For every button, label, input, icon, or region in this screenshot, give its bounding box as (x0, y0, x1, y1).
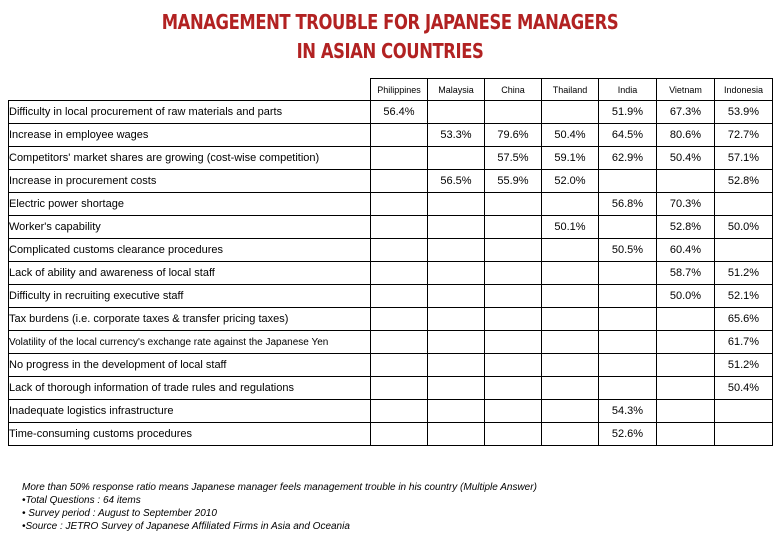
table-row (9, 423, 773, 446)
value-cell (485, 239, 542, 262)
value-cell (485, 331, 542, 354)
col-india: India (599, 79, 657, 101)
value-cell (715, 239, 773, 262)
row-label: Inadequate logistics infrastructure (9, 400, 371, 423)
value-cell (715, 400, 773, 423)
row-label: Increase in employee wages (9, 124, 371, 147)
row-label: Lack of ability and awareness of local staff (9, 262, 371, 285)
value-cell (542, 377, 599, 400)
value-cell: 58.7% (657, 262, 715, 285)
title-line-2: IN ASIAN COUNTRIES (296, 39, 484, 63)
value-cell (428, 423, 485, 446)
note-source: •Source : JETRO Survey of Japanese Affiliated Firms in Asia and Oceania (22, 521, 350, 532)
footnotes (22, 481, 537, 533)
row-label: Complicated customs clearance procedures (9, 239, 371, 262)
value-cell: 59.1% (542, 147, 599, 170)
row-label: Difficulty in local procurement of raw materials and parts (9, 101, 371, 124)
table-row (9, 239, 773, 262)
value-cell: 52.6% (599, 423, 657, 446)
value-cell (542, 101, 599, 124)
value-cell (371, 124, 428, 147)
value-cell: 52.8% (715, 170, 773, 193)
value-cell (485, 354, 542, 377)
table-row (9, 147, 773, 170)
value-cell (428, 377, 485, 400)
value-cell (599, 354, 657, 377)
row-label: Volatility of the local currency's exchange rate against the Japanese Yen (9, 331, 371, 354)
note-survey-period: • Survey period : August to September 2010 (22, 508, 217, 519)
col-china: China (485, 79, 542, 101)
col-philippines: Philippines (371, 79, 428, 101)
value-cell (542, 262, 599, 285)
value-cell: 51.9% (599, 101, 657, 124)
value-cell: 57.1% (715, 147, 773, 170)
value-cell (542, 285, 599, 308)
value-cell: 50.0% (715, 216, 773, 239)
row-label: Tax burdens (i.e. corporate taxes & transfer pricing taxes) (9, 308, 371, 331)
value-cell (428, 262, 485, 285)
value-cell: 60.4% (657, 239, 715, 262)
value-cell (657, 423, 715, 446)
value-cell (542, 239, 599, 262)
value-cell (371, 216, 428, 239)
value-cell: 50.0% (657, 285, 715, 308)
table-row (9, 285, 773, 308)
row-label: Difficulty in recruiting executive staff (9, 285, 371, 308)
col-vietnam: Vietnam (657, 79, 715, 101)
value-cell (542, 193, 599, 216)
table-row (9, 216, 773, 239)
value-cell (599, 285, 657, 308)
value-cell: 52.1% (715, 285, 773, 308)
value-cell (599, 216, 657, 239)
note-total-questions: •Total Questions : 64 items (22, 495, 141, 506)
value-cell: 53.3% (428, 124, 485, 147)
value-cell (428, 147, 485, 170)
value-cell (428, 331, 485, 354)
row-label: Lack of thorough information of trade rules and regulations (9, 377, 371, 400)
table-row (9, 377, 773, 400)
col-malaysia: Malaysia (428, 79, 485, 101)
value-cell (371, 170, 428, 193)
table-row (9, 101, 773, 124)
col-indonesia: Indonesia (715, 79, 773, 101)
value-cell (485, 400, 542, 423)
value-cell (371, 354, 428, 377)
row-label: Worker's capability (9, 216, 371, 239)
row-label: Competitors' market shares are growing (cost-wise competition) (9, 147, 371, 170)
value-cell (485, 262, 542, 285)
value-cell (715, 193, 773, 216)
value-cell (371, 239, 428, 262)
table-row (9, 193, 773, 216)
value-cell (428, 193, 485, 216)
value-cell: 62.9% (599, 147, 657, 170)
value-cell (542, 308, 599, 331)
table-row (9, 262, 773, 285)
value-cell (428, 239, 485, 262)
value-cell (657, 170, 715, 193)
corner-cell (9, 79, 371, 101)
row-label: Electric power shortage (9, 193, 371, 216)
value-cell: 50.4% (542, 124, 599, 147)
table-row (9, 170, 773, 193)
value-cell (428, 216, 485, 239)
value-cell: 79.6% (485, 124, 542, 147)
value-cell (371, 285, 428, 308)
value-cell: 80.6% (657, 124, 715, 147)
value-cell (371, 400, 428, 423)
trouble-table (8, 78, 773, 446)
value-cell (371, 331, 428, 354)
value-cell (371, 423, 428, 446)
value-cell (371, 147, 428, 170)
value-cell: 52.0% (542, 170, 599, 193)
value-cell (599, 308, 657, 331)
table-row (9, 400, 773, 423)
value-cell (542, 400, 599, 423)
value-cell (485, 285, 542, 308)
value-cell (371, 193, 428, 216)
value-cell: 56.5% (428, 170, 485, 193)
value-cell (428, 354, 485, 377)
value-cell: 51.2% (715, 354, 773, 377)
row-label: Time-consuming customs procedures (9, 423, 371, 446)
value-cell (715, 423, 773, 446)
value-cell: 61.7% (715, 331, 773, 354)
value-cell (599, 331, 657, 354)
value-cell (657, 331, 715, 354)
value-cell (371, 377, 428, 400)
value-cell (599, 262, 657, 285)
value-cell (485, 423, 542, 446)
value-cell (657, 354, 715, 377)
value-cell: 50.5% (599, 239, 657, 262)
value-cell: 72.7% (715, 124, 773, 147)
value-cell: 70.3% (657, 193, 715, 216)
table-body (9, 101, 773, 446)
table-row (9, 354, 773, 377)
value-cell: 57.5% (485, 147, 542, 170)
row-label: No progress in the development of local staff (9, 354, 371, 377)
table-row (9, 308, 773, 331)
value-cell (428, 101, 485, 124)
note-multiple-answer: More than 50% response ratio means Japanese manager feels management trouble in his country (Multiple Answer) (22, 482, 537, 493)
value-cell (485, 101, 542, 124)
value-cell (542, 331, 599, 354)
value-cell (485, 308, 542, 331)
value-cell: 55.9% (485, 170, 542, 193)
row-label: Increase in procurement costs (9, 170, 371, 193)
value-cell (599, 377, 657, 400)
value-cell (371, 308, 428, 331)
value-cell: 64.5% (599, 124, 657, 147)
value-cell (485, 377, 542, 400)
value-cell (657, 377, 715, 400)
value-cell: 65.6% (715, 308, 773, 331)
value-cell (599, 170, 657, 193)
value-cell (657, 308, 715, 331)
value-cell: 56.8% (599, 193, 657, 216)
value-cell: 56.4% (371, 101, 428, 124)
value-cell: 50.4% (715, 377, 773, 400)
value-cell: 53.9% (715, 101, 773, 124)
value-cell (657, 400, 715, 423)
value-cell: 50.4% (657, 147, 715, 170)
value-cell (428, 285, 485, 308)
value-cell (542, 354, 599, 377)
value-cell: 67.3% (657, 101, 715, 124)
value-cell (428, 400, 485, 423)
title-line-1: MANAGEMENT TROUBLE FOR JAPANESE MANAGERS (161, 10, 619, 34)
header-row (9, 79, 773, 101)
value-cell: 52.8% (657, 216, 715, 239)
value-cell: 54.3% (599, 400, 657, 423)
table-row (9, 124, 773, 147)
value-cell: 50.1% (542, 216, 599, 239)
value-cell (485, 193, 542, 216)
value-cell (485, 216, 542, 239)
table-row (9, 331, 773, 354)
value-cell (428, 308, 485, 331)
col-thailand: Thailand (542, 79, 599, 101)
value-cell (371, 262, 428, 285)
value-cell (542, 423, 599, 446)
value-cell: 51.2% (715, 262, 773, 285)
